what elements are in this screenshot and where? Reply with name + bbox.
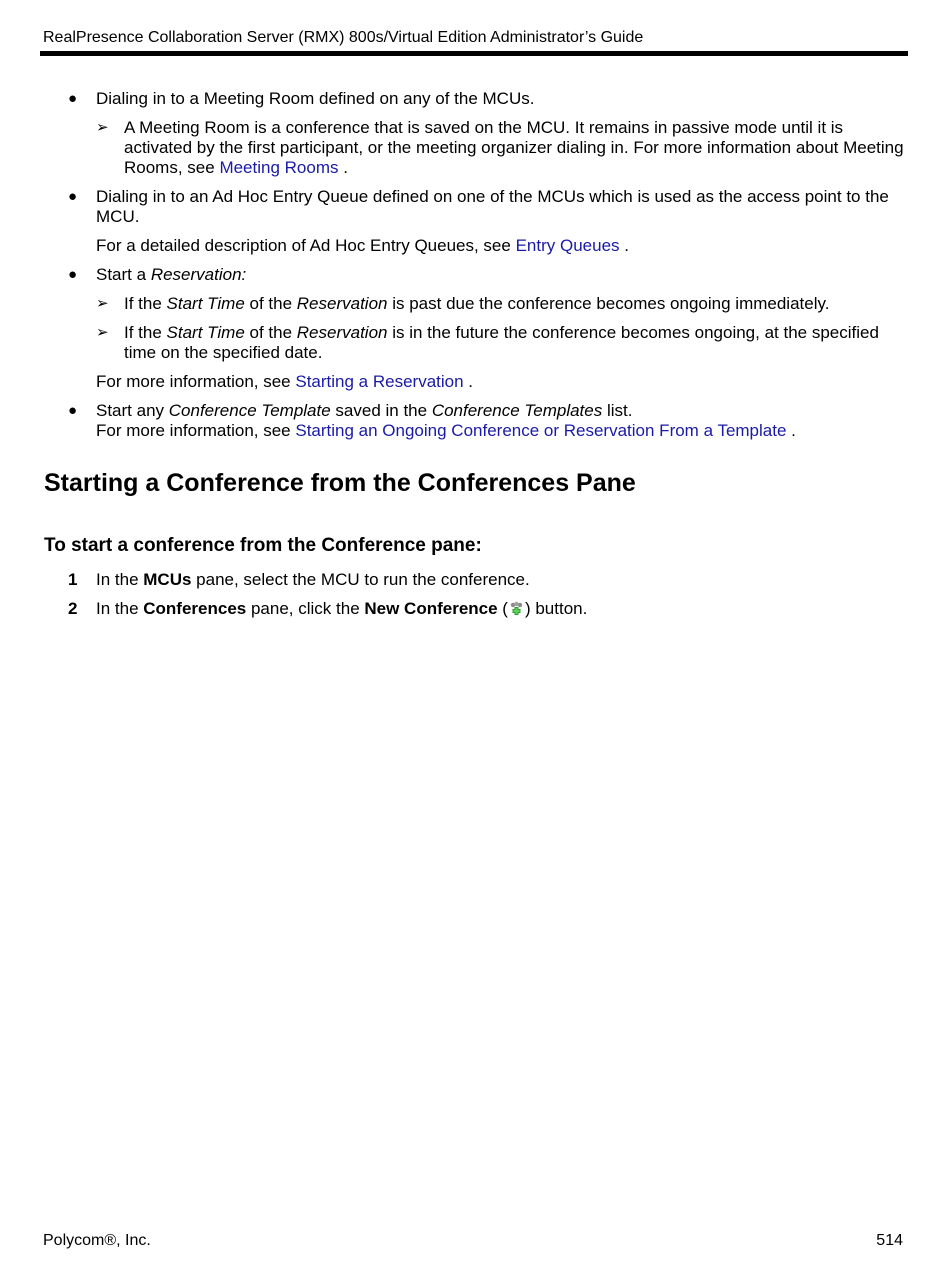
text: pane, select the MCU to run the conference. xyxy=(191,570,530,589)
procedure-heading: To start a conference from the Conference pane: xyxy=(44,535,482,556)
list-item xyxy=(44,265,906,285)
document-title: RealPresence Collaboration Server (RMX) 800s/Virtual Edition Administrator’s Guide xyxy=(43,29,644,46)
term-conference-templates: Conference Templates xyxy=(431,401,603,420)
link-entry-queues[interactable]: Entry Queues xyxy=(515,236,620,255)
bullet-icon: ● xyxy=(68,188,78,205)
list-item xyxy=(44,401,906,441)
bullet-icon: ● xyxy=(68,402,78,419)
arrow-bullet-icon: ➢ xyxy=(96,324,109,341)
text: saved in the xyxy=(330,401,432,420)
bullet-icon: ● xyxy=(68,90,78,107)
bullet-text: Start a xyxy=(96,265,151,284)
text: If the xyxy=(124,323,167,342)
arrow-bullet-icon: ➢ xyxy=(96,295,109,312)
page-number: 514 xyxy=(876,1232,903,1249)
text: In the xyxy=(96,570,144,589)
bullet-text: Dialing in to a Meeting Room defined on any of the MCUs. xyxy=(96,89,535,108)
ui-term-new-conference: New Conference xyxy=(364,599,498,618)
text: pane, click the xyxy=(246,599,365,618)
ui-term-mcus: MCUs xyxy=(143,570,192,589)
paragraph xyxy=(44,236,906,256)
text: is in the future the conference becomes ongoing, at the specified time on the specified date. xyxy=(124,323,879,362)
sub-list-item xyxy=(44,294,906,314)
ui-term-conferences: Conferences xyxy=(143,599,247,618)
punctuation: . xyxy=(786,421,796,440)
text: Start any xyxy=(96,401,169,420)
paragraph-text: For a detailed description of Ad Hoc Entry Queues, see xyxy=(96,236,516,255)
term-start-time: Start Time xyxy=(166,323,245,342)
term-reservation: Reservation xyxy=(296,294,388,313)
text: ) button. xyxy=(524,599,588,618)
term-start-time: Start Time xyxy=(166,294,245,313)
link-meeting-rooms[interactable]: Meeting Rooms xyxy=(219,158,339,177)
section-heading: Starting a Conference from the Conferences Pane xyxy=(44,469,636,497)
bullet-icon: ● xyxy=(68,266,78,283)
sub-list-item xyxy=(44,323,906,363)
text: In the xyxy=(96,599,144,618)
term-reservation: Reservation: xyxy=(150,265,247,284)
paragraph-text: For more information, see xyxy=(96,372,296,391)
sub-item-text: A Meeting Room is a conference that is saved on the MCU. It remains in passive mode until it is activated by the first participant, or the meeting organizer dialing in. For more information about Meeting Rooms, see xyxy=(124,118,904,177)
punctuation: . xyxy=(463,372,474,391)
text: For more information, see xyxy=(96,421,296,440)
procedure-step xyxy=(44,570,906,590)
punctuation: . xyxy=(338,158,348,177)
footer-company: Polycom®, Inc. xyxy=(43,1232,151,1249)
page-content xyxy=(44,89,906,628)
list-item xyxy=(44,89,906,109)
step-number: 2 xyxy=(68,599,78,618)
punctuation: . xyxy=(619,236,629,255)
link-starting-a-reservation[interactable]: Starting a Reservation xyxy=(295,372,464,391)
procedure-step xyxy=(44,599,906,619)
term-reservation: Reservation xyxy=(296,323,388,342)
text: of the xyxy=(244,323,297,342)
text: If the xyxy=(124,294,167,313)
list-item xyxy=(44,187,906,227)
term-conference-template: Conference Template xyxy=(168,401,331,420)
bullet-text: Dialing in to an Ad Hoc Entry Queue defined on one of the MCUs which is used as the access point to the MCU. xyxy=(96,187,889,226)
arrow-bullet-icon: ➢ xyxy=(96,119,109,136)
sub-list-item xyxy=(44,118,906,178)
text: list. xyxy=(602,401,633,420)
page-header xyxy=(40,28,908,56)
link-starting-ongoing-conference-from-template[interactable]: Starting an Ongoing Conference or Reservation From a Template xyxy=(295,421,787,440)
new-conference-icon xyxy=(509,601,524,616)
text: ( xyxy=(497,599,508,618)
paragraph xyxy=(44,372,906,392)
text: of the xyxy=(244,294,297,313)
text: is past due the conference becomes ongoing immediately. xyxy=(387,294,830,313)
step-number: 1 xyxy=(68,570,78,589)
